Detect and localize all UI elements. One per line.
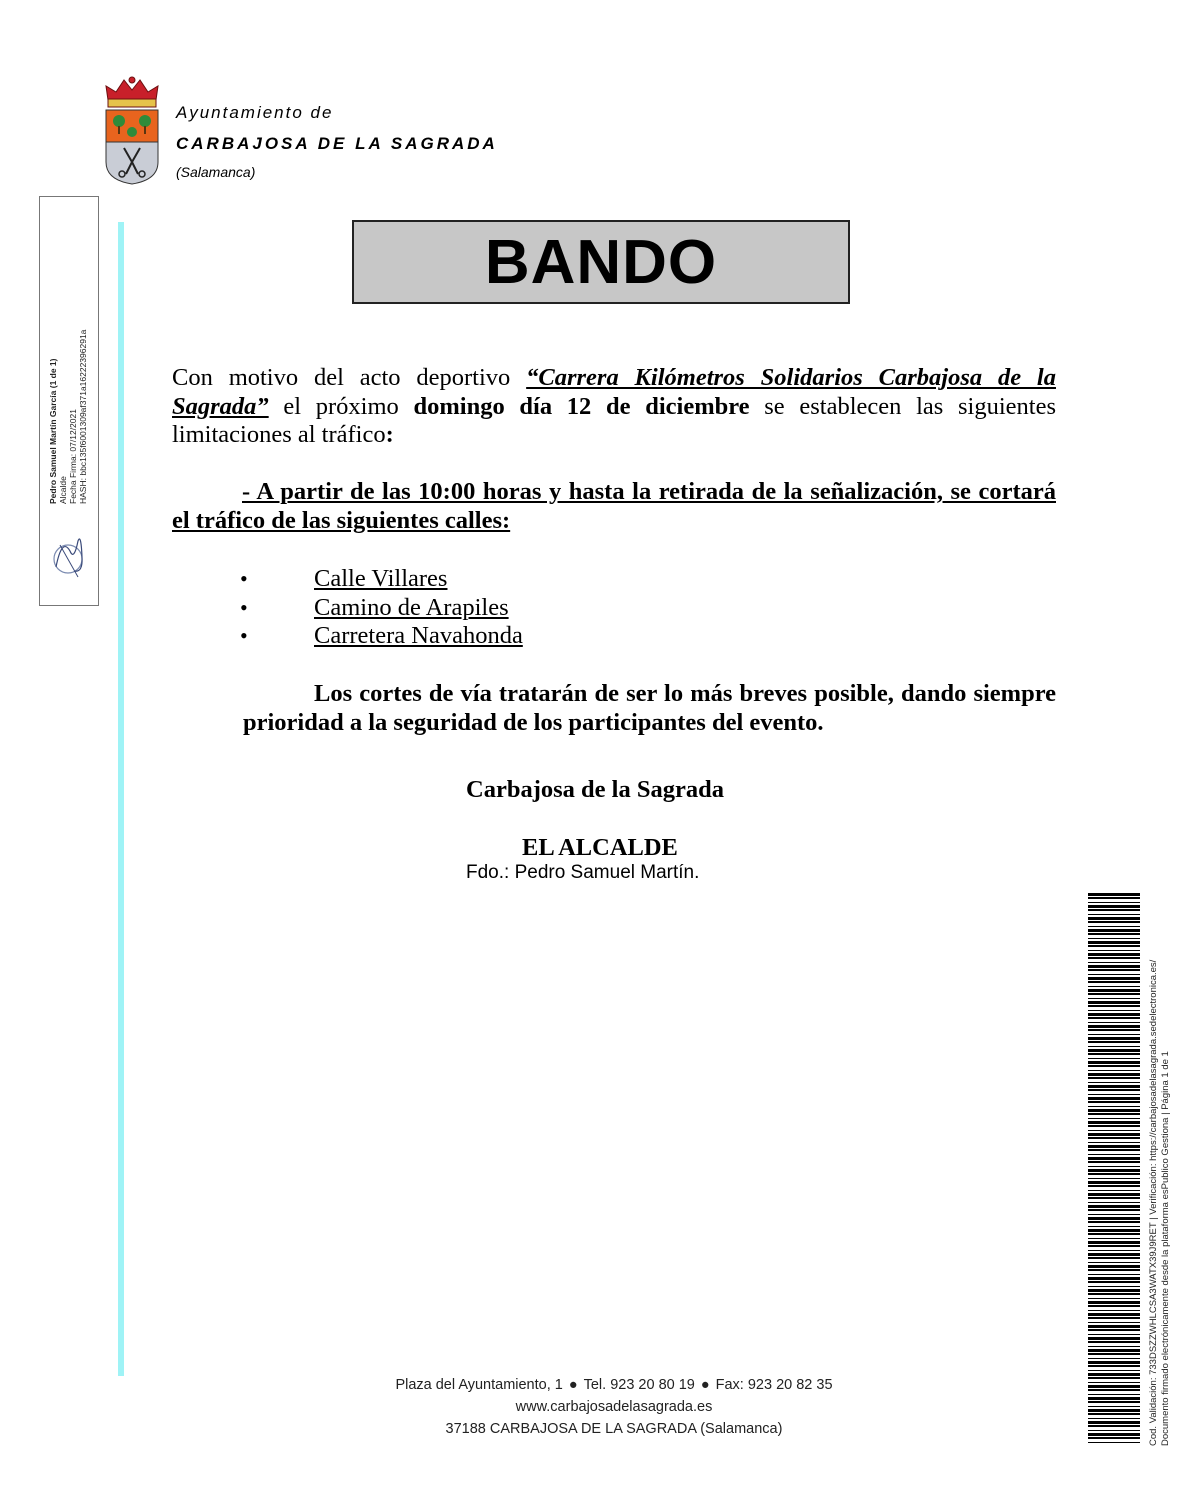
signature-box	[39, 196, 99, 606]
footer-address: Plaza del Ayuntamiento, 1	[395, 1377, 563, 1393]
street-name: Calle Villares	[314, 565, 448, 592]
traffic-restriction: - A partir de las 10:00 horas y hasta la retirada de la señalización, se cortará el tráfico de las siguientes calles:	[172, 478, 1056, 534]
validation-line-2: Documento firmado electrónicamente desde la plataforma esPublico Gestiona | Página 1 de 1	[1160, 1051, 1171, 1446]
footer-website: www.carbajosadelasagrada.es	[515, 1399, 713, 1415]
org-province: (Salamanca)	[176, 164, 256, 180]
place-name: Carbajosa de la Sagrada	[466, 776, 724, 803]
signer-role: Alcalde	[58, 476, 68, 504]
bullet: •	[240, 566, 248, 591]
org-label: Ayuntamiento de	[176, 103, 334, 122]
footer-fax: Fax: 923 20 82 35	[715, 1377, 833, 1393]
signature-hash: HASH: bbc135f6001309af371a16222396291a	[78, 329, 88, 504]
signer-signature: Fdo.: Pedro Samuel Martín.	[466, 862, 700, 883]
footer-city: 37188 CARBAJOSA DE LA SAGRADA (Salamanca)	[445, 1421, 783, 1437]
validation-line-1: Cod. Validación: 733DSZZWHLCSA3WATX39J9RET | Verificación: https://carbajosadelasagrada.sedelectronica.es/	[1148, 959, 1159, 1446]
document-title: BANDO	[352, 220, 850, 304]
intro-text-1: Con motivo del acto deportivo	[172, 364, 527, 391]
street-name: Carretera Navahonda	[314, 622, 523, 649]
validation-text	[1148, 960, 1172, 1446]
footer-separator: ●	[700, 1377, 710, 1393]
coat-of-arms-icon	[102, 76, 162, 186]
org-name: CARBAJOSA DE LA SAGRADA	[176, 134, 498, 153]
signature-date: Fecha Firma: 07/12/2021	[68, 409, 78, 504]
signer-name: Pedro Samuel Martín García (1 de 1)	[48, 358, 58, 504]
bullet: •	[240, 623, 248, 648]
footer-separator: ●	[568, 1377, 578, 1393]
signature-details	[48, 330, 88, 504]
intro-text-3: se establecen las siguientes limitaciones al tráfico	[172, 392, 1056, 448]
street-name: Camino de Arapiles	[314, 593, 509, 621]
intro-paragraph	[172, 364, 1056, 450]
footer-phone: Tel. 923 20 80 19	[583, 1377, 695, 1393]
footer-contact	[300, 1377, 928, 1393]
validation-barcode-icon	[1088, 893, 1140, 1445]
list-item	[240, 565, 523, 594]
bullet: •	[240, 594, 248, 620]
list-item	[240, 594, 523, 623]
signature-stamp-icon	[48, 527, 88, 587]
event-name: “Carrera Kilómetros Solidarios Carbajosa de la Sagrada”	[172, 364, 1056, 420]
event-date: domingo día 12 de diciembre	[413, 392, 750, 420]
list-item	[240, 622, 523, 651]
intro-text-2: el próximo	[268, 392, 414, 420]
signer-title: EL ALCALDE	[522, 834, 678, 861]
streets-list	[240, 565, 523, 651]
side-rule	[118, 222, 124, 1376]
intro-colon: :	[385, 421, 394, 448]
safety-note: Los cortes de vía tratarán de ser lo más breves posible, dando siempre prioridad a la seguridad de los participantes del evento.	[243, 680, 1056, 736]
